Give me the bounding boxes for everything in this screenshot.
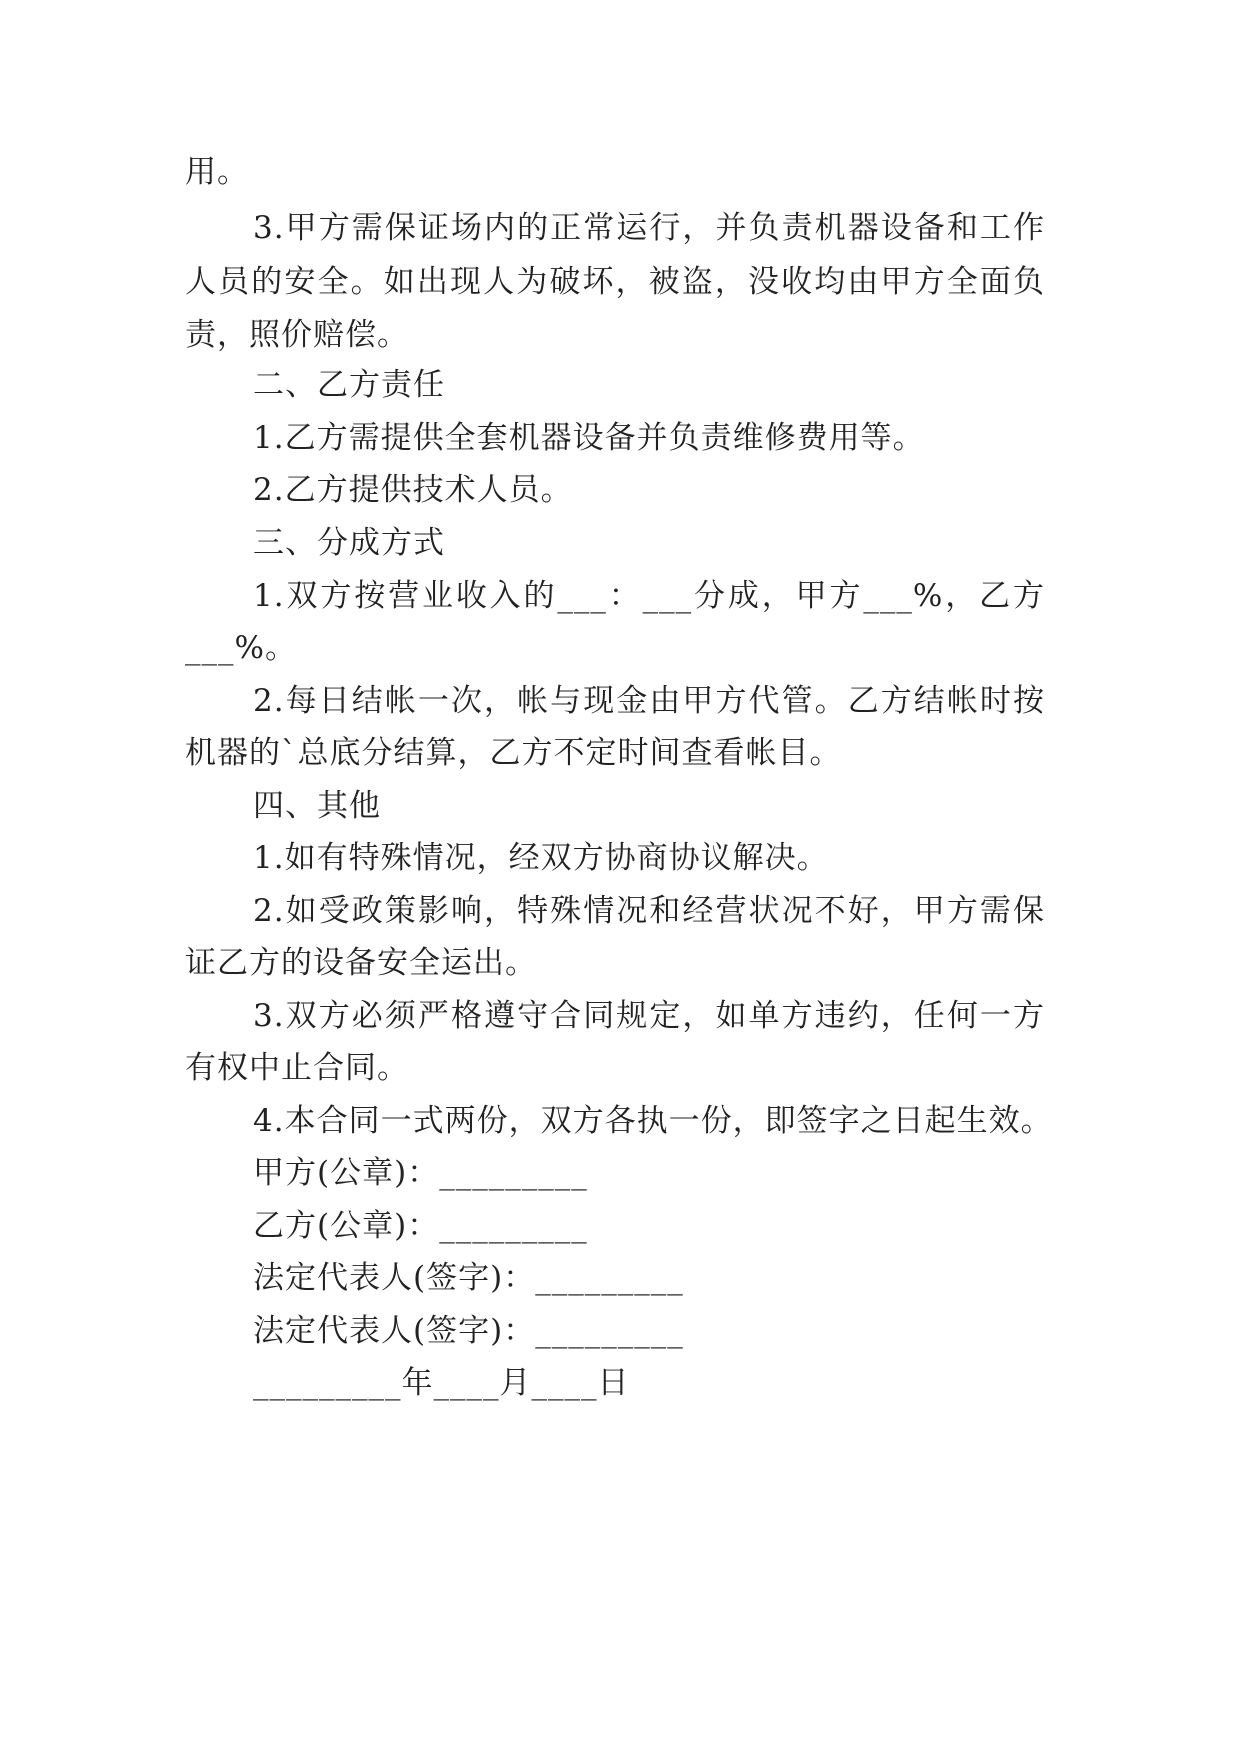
section-heading: 二、乙方责任	[253, 367, 445, 403]
text-line: 2.如受政策影响，特殊情况和经营状况不好，甲方需保	[253, 893, 1045, 929]
text-line: 责，照价赔偿。	[185, 317, 409, 353]
text-line: 证乙方的设备安全运出。	[185, 945, 537, 981]
section-heading: 四、其他	[253, 788, 381, 824]
text-line: 3.双方必须严格遵守合同规定，如单方违约，任何一方	[253, 998, 1045, 1034]
signature-legal-rep: 法定代表人(签字)：_________	[253, 1260, 684, 1296]
text-line: 人员的安全。如出现人为破坏，被盗，没收均由甲方全面负	[185, 264, 1045, 300]
signature-party-b: 乙方(公章)：_________	[253, 1208, 588, 1244]
text-line: 1.如有特殊情况，经双方协商协议解决。	[253, 840, 829, 876]
signature-legal-rep: 法定代表人(签字)：_________	[253, 1313, 684, 1349]
text-line: 3.甲方需保证场内的正常运行，并负责机器设备和工作	[253, 210, 1045, 246]
text-line: 有权中止合同。	[185, 1050, 409, 1086]
signature-party-a: 甲方(公章)：_________	[253, 1155, 588, 1191]
text-line: 机器的`总底分结算，乙方不定时间查看帐目。	[185, 735, 842, 771]
signature-date: _________年____月____日	[253, 1365, 630, 1401]
text-line: 2.每日结帐一次，帐与现金由甲方代管。乙方结帐时按	[253, 683, 1045, 719]
text-line: 1.双方按营业收入的___：___分成，甲方___%，乙方	[253, 578, 1045, 614]
text-line: 2.乙方提供技术人员。	[253, 472, 573, 508]
text-line: 用。	[185, 154, 249, 190]
text-line: 4.本合同一式两份，双方各执一份，即签字之日起生效。	[253, 1103, 1053, 1139]
text-line: ___%。	[185, 630, 297, 666]
section-heading: 三、分成方式	[253, 525, 445, 561]
text-line: 1.乙方需提供全套机器设备并负责维修费用等。	[253, 420, 925, 456]
